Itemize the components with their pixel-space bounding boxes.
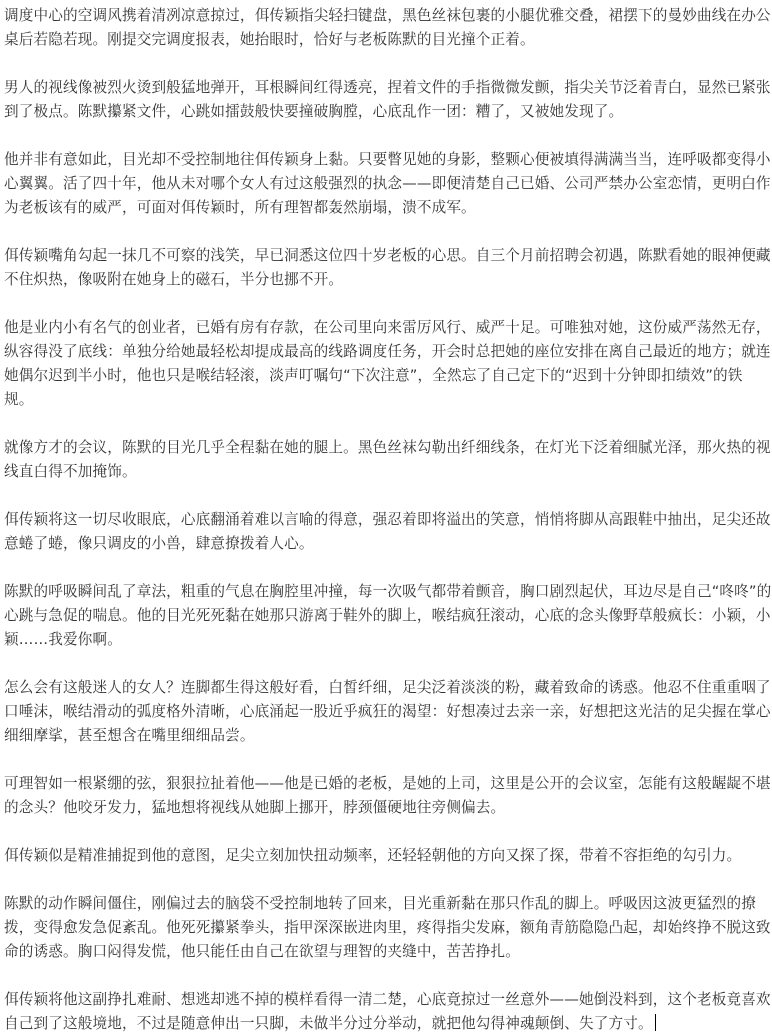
paragraph: 陈默的呼吸瞬间乱了章法，粗重的气息在胸腔里冲撞，每一次吸气都带着颤音，胸口剧烈起伏，耳边尽是自己“咚咚”的心跳与急促的喘息。他的目光死死黏在她那只游离于鞋外的脚上，喉结疯狂滚动，心底的念头像野草般疯长：小颖，小颖……我爱你啊。: [4, 583, 772, 648]
paragraph: 陈默的动作瞬间僵住，刚偏过去的脑袋不受控制地转了回来，目光重新黏在那只作乱的脚上。呼吸因这波更猛烈的撩拨，变得愈发急促紊乱。他死死攥紧拳头，指甲深深嵌进肉里，疼得指尖发麻，额角青筋隐隐凸起，却始终挣不脱这致命的诱惑。胸口闷得发慌，他只能任由自己在欲望与理智的夹缝中，苦苦挣扎。: [4, 895, 771, 960]
paragraph: 男人的视线像被烈火烫到般猛地弹开，耳根瞬间红得透亮，捏着文件的手指微微发颤，指尖关节泛着青白，显然已紧张到了极点。陈默攥紧文件，心跳如擂鼓般快要撞破胸膛，心底乱作一团：糟了，又被她发现了。: [4, 79, 771, 120]
paragraph: 他并非有意如此，目光却不受控制地往佴传颖身上黏。只要瞥见她的身影，整颗心便被填得满满当当，连呼吸都变得小心翼翼。活了四十年，他从未对哪个女人有过这般强烈的执念——即便清楚自己已婚、公司严禁办公室恋情，更明白作为老板该有的威严，可面对佴传颖时，所有理智都轰然崩塌，溃不成军。: [4, 151, 771, 216]
paragraph-last[interactable]: [4, 988, 772, 1036]
paragraph: 可理智如一根紧绷的弦，狠狠拉扯着他——他是已婚的老板，是她的上司，这里是公开的会议室，怎能有这般龌龊不堪的念头？他咬牙发力，猛地想将视线从她脚上挪开，脖颈僵硬地往旁侧偏去。: [4, 775, 771, 816]
paragraph: 佴传颖似是精准捕捉到他的意图，足尖立刻加快扭动频率，还轻轻朝他的方向又探了探，带着不容拒绝的勾引力。: [4, 847, 742, 864]
paragraph-last-text: 佴传颖将他这副挣扎难耐、想逃却逃不掉的模样看得一清二楚，心底竟掠过一丝意外——她倒没料到，这个老板竟喜欢自己到了这般境地，不过是随意伸出一只脚，未做半分过分举动，就把他勾得神魂颠倒、失了方寸。: [4, 991, 771, 1032]
paragraph: 佴传颖嘴角勾起一抹几不可察的浅笑，早已洞悉这位四十岁老板的心思。自三个月前招聘会初遇，陈默看她的眼神便藏不住炽热，像吸附在她身上的磁石，半分也挪不开。: [4, 247, 771, 288]
paragraph: 他是业内小有名气的创业者，已婚有房有存款，在公司里向来雷厉风行、威严十足。可唯独对她，这份威严荡然无存，纵容得没了底线：单独分给她最轻松却提成最高的线路调度任务，开会时总把她的座位安排在离自己最近的地方；就连她偶尔迟到半小时，他也只是喉结轻滚，淡声叮嘱句“下次注意”，全然忘了自己定下的“迟到十分钟即扣绩效”的铁规。: [4, 319, 771, 408]
paragraph: 怎么会有这般迷人的女人？连脚都生得这般好看，白皙纤细，足尖泛着淡淡的粉，藏着致命的诱惑。他忍不住重重咽了口唾沫，喉结滑动的弧度格外清晰，心底涌起一股近乎疯狂的渴望：好想凑过去亲一亲，好想把这光洁的足尖握在掌心细细摩挲，甚至想含在嘴里细细品尝。: [4, 679, 771, 744]
paragraph: 佴传颖将这一切尽收眼底，心底翻涌着难以言喻的得意，强忍着即将溢出的笑意，悄悄将脚从高跟鞋中抽出，足尖还故意蜷了蜷，像只调皮的小兽，肆意撩拨着人心。: [4, 511, 771, 552]
document-body: [4, 4, 772, 1036]
paragraph: 调度中心的空调风携着清冽凉意掠过，佴传颖指尖轻扫键盘，黑色丝袜包裹的小腿优雅交叠，裙摆下的曼妙曲线在办公桌后若隐若现。刚提交完调度报表，她抬眼时，恰好与老板陈默的目光撞个正着。: [4, 7, 771, 48]
paragraph: 就像方才的会议，陈默的目光几乎全程黏在她的腿上。黑色丝袜勾勒出纤细线条，在灯光下泛着细腻光泽，那火热的视线直白得不加掩饰。: [4, 439, 771, 480]
text-cursor: [655, 1014, 656, 1031]
